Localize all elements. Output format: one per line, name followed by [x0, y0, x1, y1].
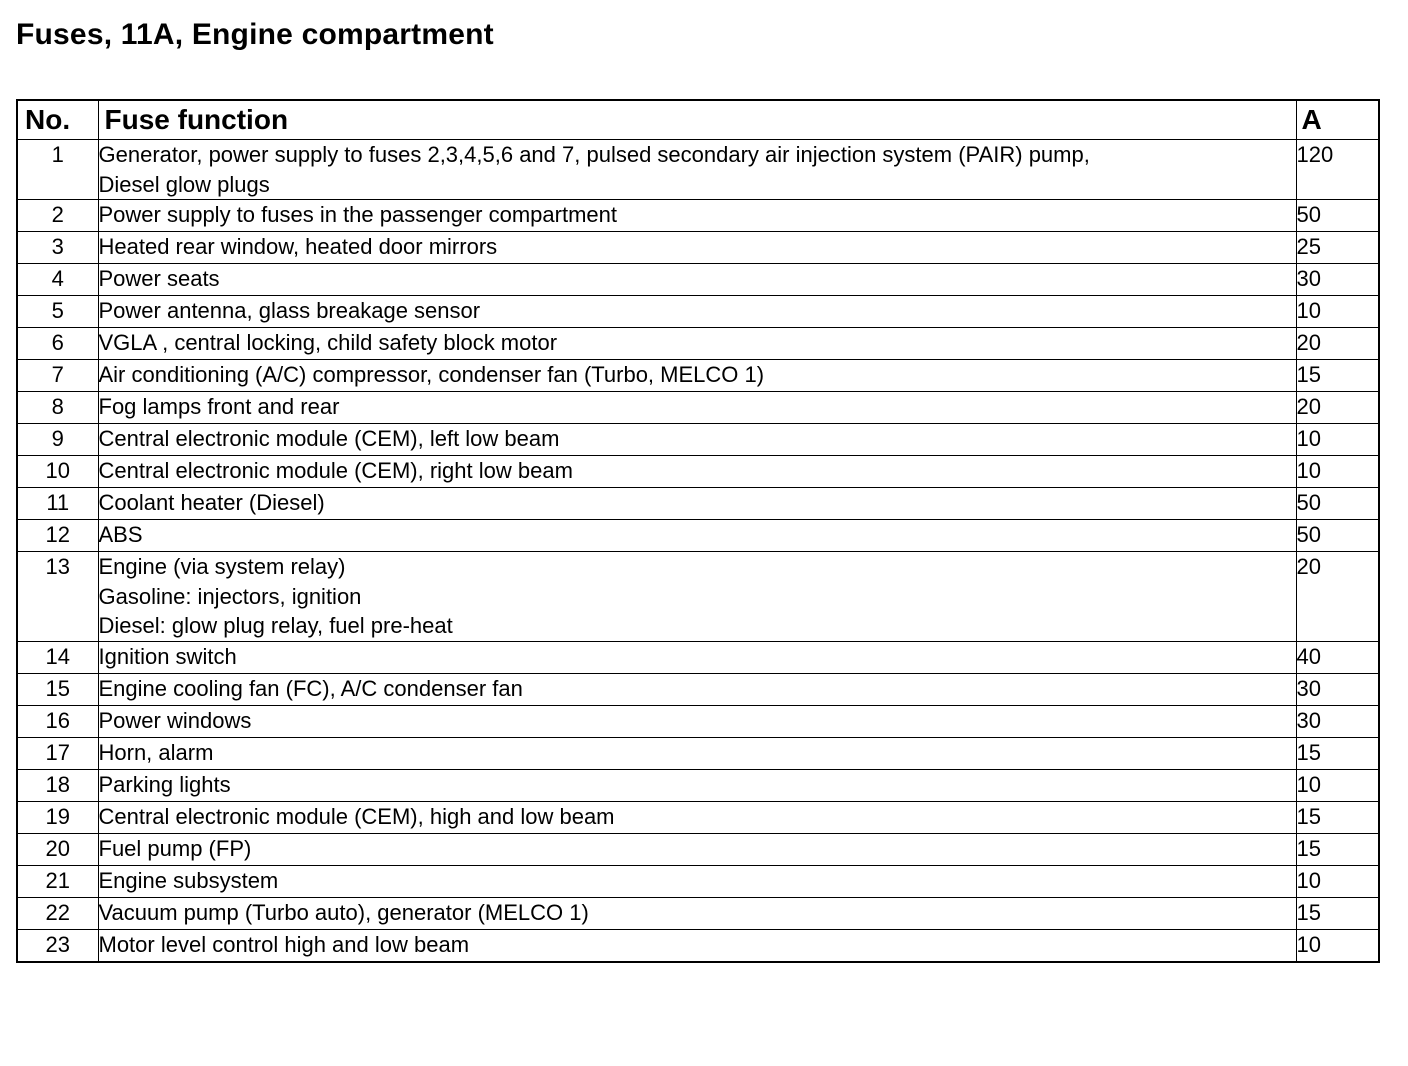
fuse-number: 7	[17, 360, 98, 392]
fuse-number: 3	[17, 232, 98, 264]
fuse-function: Power antenna, glass breakage sensor	[98, 296, 1296, 328]
fuse-number: 17	[17, 737, 98, 769]
table-row	[17, 232, 1379, 264]
fuse-amperage: 20	[1296, 328, 1379, 360]
fuse-function: Power windows	[98, 705, 1296, 737]
fuse-function: Ignition switch	[98, 641, 1296, 673]
fuse-amperage: 20	[1296, 552, 1379, 642]
table-row	[17, 200, 1379, 232]
fuse-function: Generator, power supply to fuses 2,3,4,5,6 and 7, pulsed secondary air injection system (PAIR) pump, Diesel glow plugs	[98, 140, 1296, 200]
table-row	[17, 296, 1379, 328]
table-row	[17, 897, 1379, 929]
table-row	[17, 801, 1379, 833]
fuse-function: Engine subsystem	[98, 865, 1296, 897]
fuse-number: 8	[17, 392, 98, 424]
column-header-amps: A	[1296, 100, 1379, 140]
fuse-amperage: 20	[1296, 392, 1379, 424]
table-row	[17, 929, 1379, 962]
fuse-amperage: 30	[1296, 673, 1379, 705]
fuse-amperage: 10	[1296, 929, 1379, 962]
fuse-amperage: 15	[1296, 360, 1379, 392]
table-row	[17, 360, 1379, 392]
fuse-function: Central electronic module (CEM), high and low beam	[98, 801, 1296, 833]
fuse-function: Fuel pump (FP)	[98, 833, 1296, 865]
table-row	[17, 392, 1379, 424]
table-header-row	[17, 100, 1379, 140]
fuse-amperage: 30	[1296, 264, 1379, 296]
fuse-number: 23	[17, 929, 98, 962]
fuse-function: Heated rear window, heated door mirrors	[98, 232, 1296, 264]
fuse-amperage: 25	[1296, 232, 1379, 264]
fuse-amperage: 50	[1296, 520, 1379, 552]
fuse-amperage: 30	[1296, 705, 1379, 737]
page-title: Fuses, 11A, Engine compartment	[16, 18, 494, 51]
fuse-number: 10	[17, 456, 98, 488]
table-row	[17, 705, 1379, 737]
fuse-number: 14	[17, 641, 98, 673]
fuse-amperage: 10	[1296, 769, 1379, 801]
fuse-number: 19	[17, 801, 98, 833]
table-row	[17, 833, 1379, 865]
fuse-amperage: 10	[1296, 456, 1379, 488]
table-row	[17, 520, 1379, 552]
fuse-number: 21	[17, 865, 98, 897]
fuse-amperage: 15	[1296, 897, 1379, 929]
fuse-amperage: 15	[1296, 801, 1379, 833]
fuse-table	[16, 99, 1380, 963]
table-row	[17, 488, 1379, 520]
fuse-number: 9	[17, 424, 98, 456]
fuse-function: Motor level control high and low beam	[98, 929, 1296, 962]
fuse-function: Air conditioning (A/C) compressor, condenser fan (Turbo, MELCO 1)	[98, 360, 1296, 392]
table-row	[17, 328, 1379, 360]
column-header-function: Fuse function	[98, 100, 1296, 140]
fuse-amperage: 10	[1296, 296, 1379, 328]
fuse-amperage: 40	[1296, 641, 1379, 673]
fuse-amperage: 10	[1296, 424, 1379, 456]
fuse-number: 13	[17, 552, 98, 642]
fuse-number: 1	[17, 140, 98, 200]
fuse-number: 15	[17, 673, 98, 705]
fuse-table-body	[17, 140, 1379, 962]
table-row	[17, 140, 1379, 200]
fuse-amperage: 10	[1296, 865, 1379, 897]
fuse-number: 22	[17, 897, 98, 929]
table-row	[17, 641, 1379, 673]
column-header-no: No.	[17, 100, 98, 140]
fuse-function: Power supply to fuses in the passenger compartment	[98, 200, 1296, 232]
fuse-function: Engine (via system relay) Gasoline: injectors, ignition Diesel: glow plug relay, fuel pre-heat	[98, 552, 1296, 642]
fuse-function: Parking lights	[98, 769, 1296, 801]
fuse-function: Horn, alarm	[98, 737, 1296, 769]
fuse-function: Fog lamps front and rear	[98, 392, 1296, 424]
fuse-amperage: 50	[1296, 488, 1379, 520]
fuse-function: ABS	[98, 520, 1296, 552]
table-row	[17, 769, 1379, 801]
fuse-number: 18	[17, 769, 98, 801]
fuse-amperage: 15	[1296, 737, 1379, 769]
fuse-amperage: 15	[1296, 833, 1379, 865]
table-row	[17, 865, 1379, 897]
fuse-function: Central electronic module (CEM), right low beam	[98, 456, 1296, 488]
fuse-amperage: 120	[1296, 140, 1379, 200]
fuse-function: Vacuum pump (Turbo auto), generator (MELCO 1)	[98, 897, 1296, 929]
table-row	[17, 737, 1379, 769]
fuse-function: Engine cooling fan (FC), A/C condenser fan	[98, 673, 1296, 705]
table-row	[17, 424, 1379, 456]
fuse-number: 4	[17, 264, 98, 296]
fuse-function: Power seats	[98, 264, 1296, 296]
fuse-number: 5	[17, 296, 98, 328]
fuse-number: 2	[17, 200, 98, 232]
table-row	[17, 552, 1379, 642]
fuse-number: 6	[17, 328, 98, 360]
table-row	[17, 264, 1379, 296]
fuse-amperage: 50	[1296, 200, 1379, 232]
fuse-number: 20	[17, 833, 98, 865]
fuse-number: 11	[17, 488, 98, 520]
fuse-number: 16	[17, 705, 98, 737]
fuse-number: 12	[17, 520, 98, 552]
table-row	[17, 673, 1379, 705]
fuse-function: VGLA , central locking, child safety block motor	[98, 328, 1296, 360]
fuse-function: Central electronic module (CEM), left low beam	[98, 424, 1296, 456]
table-row	[17, 456, 1379, 488]
fuse-function: Coolant heater (Diesel)	[98, 488, 1296, 520]
